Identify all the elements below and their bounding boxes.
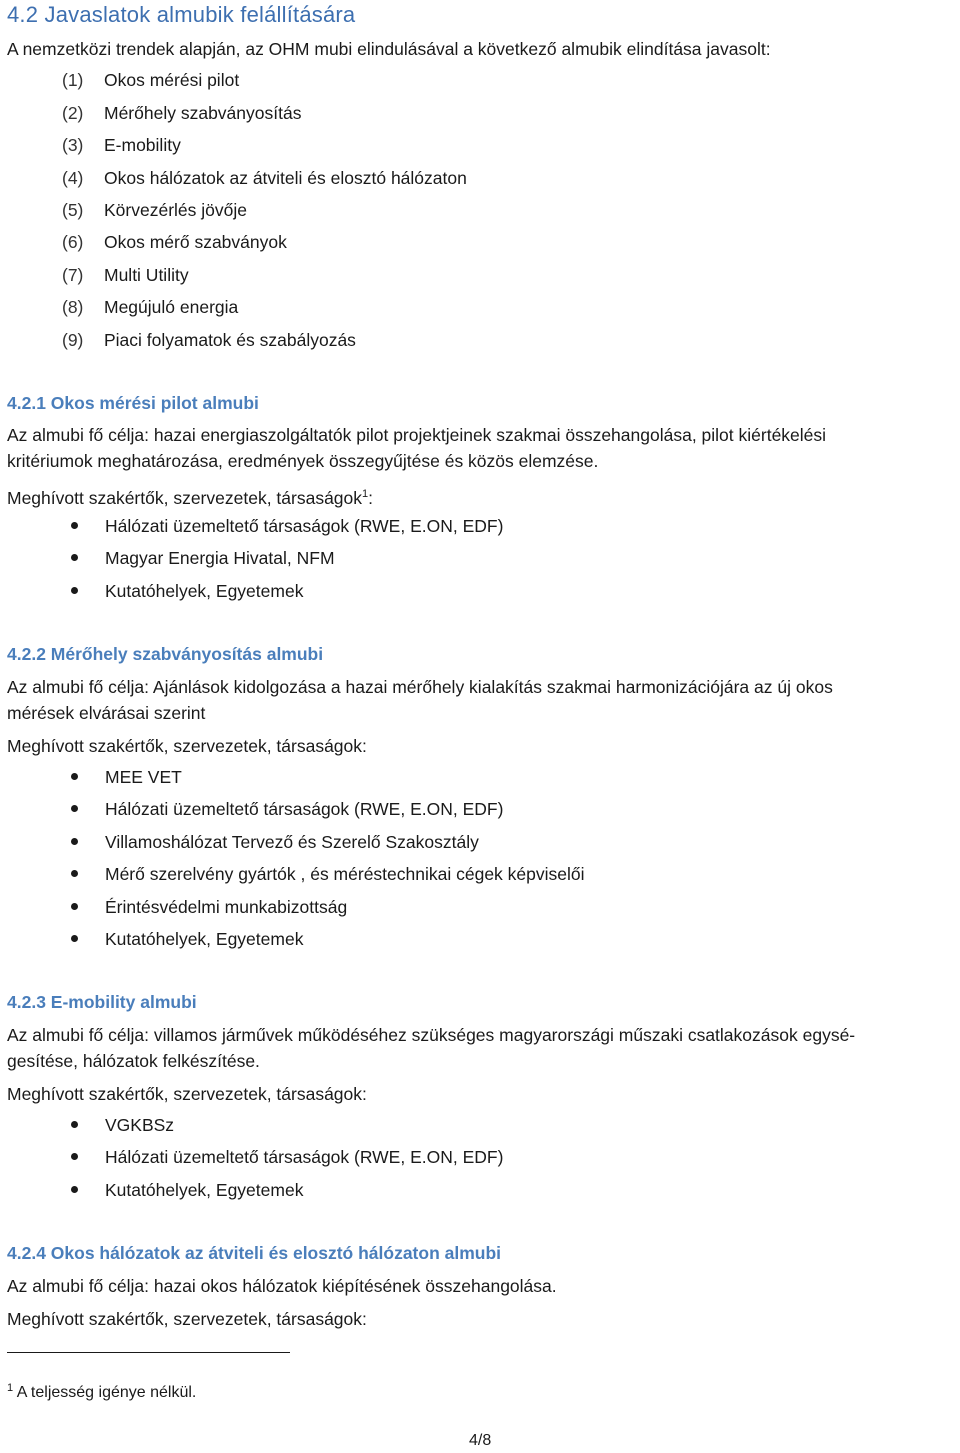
- bullet-icon: [71, 587, 78, 594]
- section-title: 4.2 Javaslatok almubik felállítására: [7, 2, 356, 27]
- bullet-icon: [71, 805, 78, 812]
- bullet-icon: [71, 1121, 78, 1128]
- list-item: (7) Multi Utility: [62, 265, 189, 285]
- footnote-mark: 1: [7, 1382, 14, 1394]
- invited-label: Meghívott szakértők, szervezetek, társaságok:: [7, 1309, 367, 1329]
- list-item: (1) Okos mérési pilot: [62, 70, 240, 90]
- list-item: (5) Körvezérlés jövője: [62, 200, 247, 220]
- bullet-icon: [71, 1186, 78, 1193]
- bullet-item: Kutatóhelyek, Egyetemek: [71, 1180, 303, 1201]
- subsection-title: 4.2.4 Okos hálózatok az átviteli és elosztó hálózaton almubi: [7, 1243, 502, 1263]
- subsection-title: 4.2.2 Mérőhely szabványosítás almubi: [7, 644, 324, 664]
- bullet-icon: [71, 773, 78, 780]
- list-item: (4) Okos hálózatok az átviteli és elosztó hálózaton: [62, 168, 467, 188]
- bullet-icon: [71, 903, 78, 910]
- page-number: 4/8: [469, 1432, 492, 1449]
- bullet-item: Magyar Energia Hivatal, NFM: [71, 548, 335, 569]
- bullet-icon: [71, 554, 78, 561]
- invited-label: Meghívott szakértők, szervezetek, társaságok:: [7, 736, 367, 756]
- subsection-title: 4.2.3 E-mobility almubi: [7, 992, 197, 1012]
- bullet-icon: [71, 870, 78, 877]
- bullet-item: Kutatóhelyek, Egyetemek: [71, 581, 303, 602]
- bullet-item: VGKBSz: [71, 1115, 174, 1136]
- section-intro: A nemzetközi trendek alapján, az OHM mubi elindulásával a következő almubik elindítása javasolt:: [7, 39, 771, 59]
- footnote-separator: [7, 1352, 290, 1353]
- invited-label: Meghívott szakértők, szervezetek, társaságok:: [7, 1084, 367, 1104]
- footnote: $^1$ A teljesség igénye nélkül.: [7, 1382, 197, 1401]
- bullet-item: Hálózati üzemeltető társaságok (RWE, E.ON, EDF): [71, 516, 503, 537]
- list-item: (8) Megújuló energia: [62, 297, 239, 317]
- goal-text: Az almubi fő célja: villamos járművek működéséhez szükséges magyarországi műszaki csatlakozások egysé-: [7, 1025, 856, 1045]
- bullet-item: Villamoshálózat Tervező és Szerelő Szakosztály: [71, 832, 479, 853]
- bullet-item: Hálózati üzemeltető társaságok (RWE, E.ON, EDF): [71, 799, 503, 820]
- bullet-icon: [71, 838, 78, 845]
- list-item: (3) E-mobility: [62, 135, 181, 155]
- bullet-item: Kutatóhelyek, Egyetemek: [71, 929, 303, 950]
- bullet-item: MEE VET: [71, 767, 182, 788]
- goal-text: Az almubi fő célja: hazai energiaszolgáltatók pilot projektjeinek szakmai összehangolása, pilot kiértékelési: [7, 425, 827, 445]
- bullet-item: Mérő szerelvény gyártók , és méréstechnikai cégek képviselői: [71, 864, 585, 885]
- goal-text: Az almubi fő célja: Ajánlások kidolgozása a hazai mérőhely kialakítás szakmai harmonizációjára az új okos: [7, 677, 833, 697]
- list-item: (9) Piaci folyamatok és szabályozás: [62, 330, 356, 350]
- list-item: (6) Okos mérő szabványok: [62, 232, 287, 252]
- list-item: (2) Mérőhely szabványosítás: [62, 103, 302, 123]
- goal-text: kritériumok meghatározása, eredmények összegyűjtése és közös elemzése.: [7, 451, 599, 471]
- bullet-icon: [71, 522, 78, 529]
- bullet-icon: [71, 1153, 78, 1160]
- goal-text: Az almubi fő célja: hazai okos hálózatok kiépítésének összehangolása.: [7, 1276, 557, 1296]
- footnote-ref: 1: [362, 488, 369, 500]
- goal-text: gesítése, hálózatok felkészítése.: [7, 1051, 260, 1071]
- goal-text: mérések elvárásai szerint: [7, 703, 206, 723]
- bullet-icon: [71, 935, 78, 942]
- invited-label: Meghívott szakértők, szervezetek, társaságok$^1$:: [7, 487, 374, 508]
- bullet-item: Hálózati üzemeltető társaságok (RWE, E.ON, EDF): [71, 1147, 503, 1168]
- subsection-title: 4.2.1 Okos mérési pilot almubi: [7, 393, 259, 413]
- bullet-item: Érintésvédelmi munkabizottság: [71, 897, 347, 918]
